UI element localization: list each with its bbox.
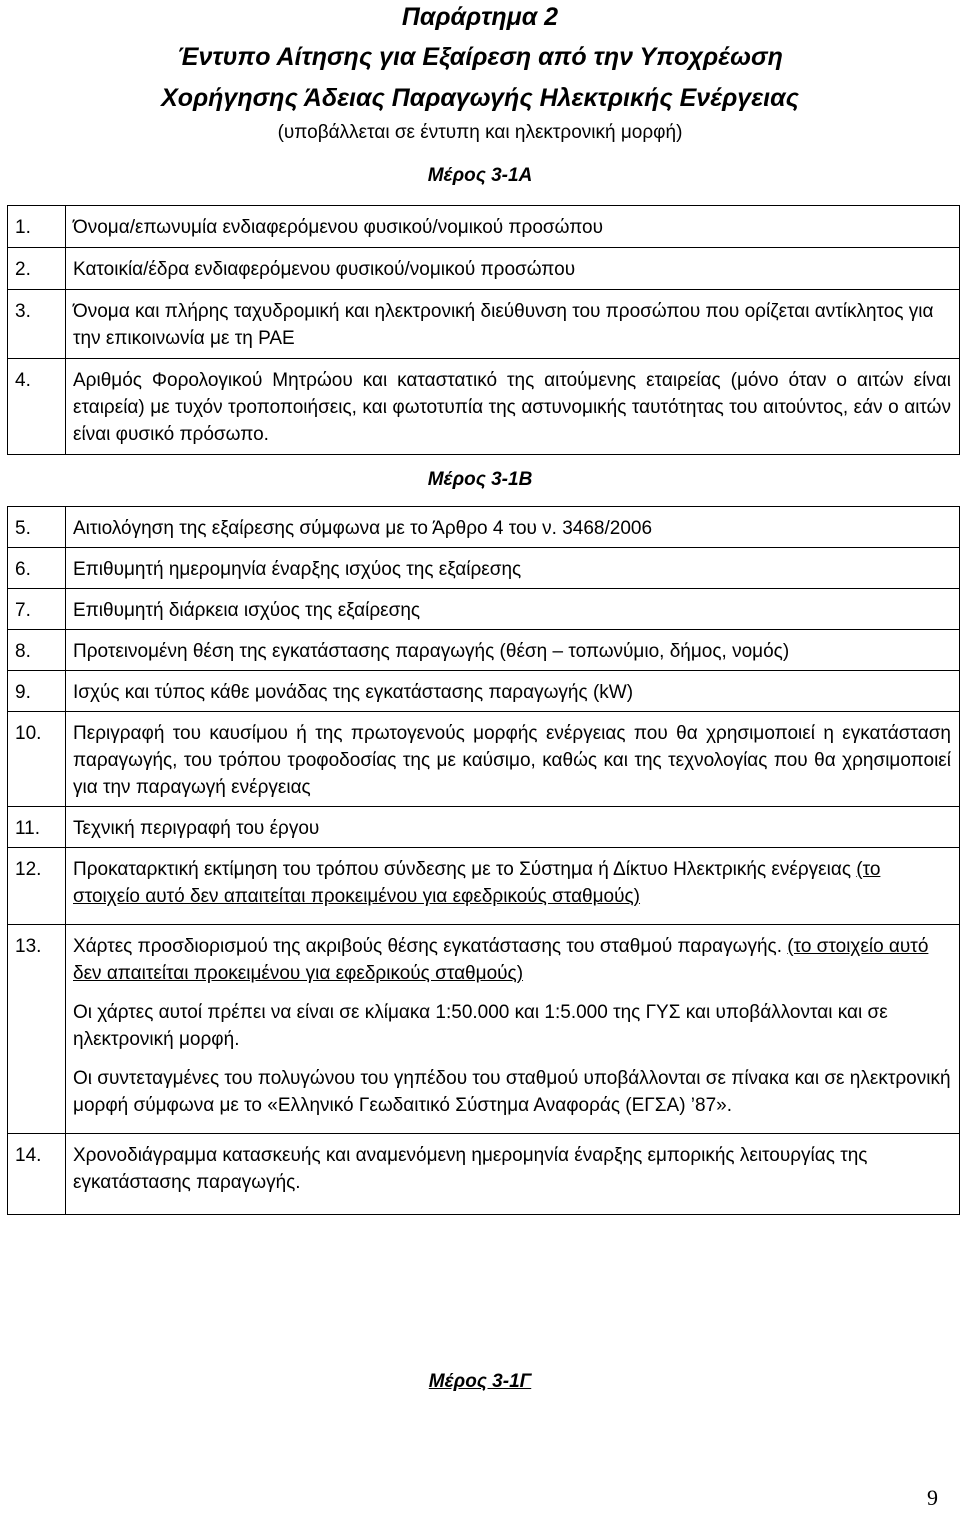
item-number: 1. [8, 206, 66, 248]
item-text: Όνομα και πλήρης ταχυδρομική και ηλεκτρονική διεύθυνση του προσώπου που ορίζεται αντίκλητος για την επικοινωνία με τη ΡΑΕ [66, 290, 960, 359]
table-row [8, 630, 960, 671]
table-row [8, 807, 960, 848]
item-text [66, 925, 960, 1134]
item-text: Ισχύς και τύπος κάθε μονάδας της εγκατάστασης παραγωγής (kW) [66, 671, 960, 712]
table-row [8, 290, 960, 359]
form-title-line-2: Χορήγησης Άδειας Παραγωγής Ηλεκτρικής Ενέργειας [161, 84, 799, 112]
item-text: Τεχνική περιγραφή του έργου [66, 807, 960, 848]
item-number: 8. [8, 630, 66, 671]
item-text: Περιγραφή του καυσίμου ή της πρωτογενούς μορφής ενέργειας που θα χρησιμοποιεί η εγκατάσταση παραγωγής, του τρόπου τροφοδοσίας της με καύσιμο, καθώς και της τεχνολογίας που θα χρησιμοποιεί για την παραγωγή ενέργειας [66, 712, 960, 807]
table-row [8, 712, 960, 807]
part-a-title: Μέρος 3-1Α [427, 165, 533, 186]
item-number: 14. [8, 1134, 66, 1215]
table-row [8, 548, 960, 589]
item-text-main: Προκαταρκτική εκτίμηση του τρόπου σύνδεσης με το Σύστημα ή Δίκτυο Ηλεκτρικής ενέργειας [73, 859, 857, 880]
item-number: 2. [8, 248, 66, 290]
item-text: Προτεινομένη θέση της εγκατάστασης παραγωγής (θέση – τοπωνύμιο, δήμος, νομός) [66, 630, 960, 671]
item-number: 5. [8, 507, 66, 548]
item-number: 10. [8, 712, 66, 807]
item-text: Επιθυμητή διάρκεια ισχύος της εξαίρεσης [66, 589, 960, 630]
item-number: 12. [8, 848, 66, 925]
appendix-title: Παράρτημα 2 [401, 3, 559, 31]
table-row [8, 507, 960, 548]
table-row [8, 206, 960, 248]
item-text: Επιθυμητή ημερομηνία έναρξης ισχύος της εξαίρεσης [66, 548, 960, 589]
item-text: Αριθμός Φορολογικού Μητρώου και καταστατικό της αιτούμενης εταιρείας (μόνο όταν ο αιτών είναι εταιρεία) με τυχόν τροποποιήσεις, και φωτοτυπία της αστυνομικής ταυτότητας του αιτούντος, εάν ο αιτών είναι φυσικό πρόσωπο. [66, 359, 960, 455]
item-text [66, 848, 960, 925]
form-title-line-1: Έντυπο Αίτησης για Εξαίρεση από την Υποχρέωση [177, 43, 783, 71]
table-row [8, 848, 960, 925]
part-b-table [7, 506, 960, 1215]
item-number: 6. [8, 548, 66, 589]
item-number: 13. [8, 925, 66, 1134]
item-text: Κατοικία/έδρα ενδιαφερόμενου φυσικού/νομικού προσώπου [66, 248, 960, 290]
item-text: Αιτιολόγηση της εξαίρεσης σύμφωνα με το Άρθρο 4 του ν. 3468/2006 [66, 507, 960, 548]
item-text-main: Χάρτες προσδιορισμού της ακριβούς θέσης εγκατάστασης του σταθμού παραγωγής. [73, 936, 788, 957]
page-number: 9 [927, 1485, 938, 1510]
table-row [8, 671, 960, 712]
item-number: 9. [8, 671, 66, 712]
item-number: 3. [8, 290, 66, 359]
item-number: 7. [8, 589, 66, 630]
part-c-title: Μέρος 3-1Γ [428, 1371, 532, 1392]
table-row [8, 248, 960, 290]
item-text: Όνομα/επωνυμία ενδιαφερόμενου φυσικού/νομικού προσώπου [66, 206, 960, 248]
item-note: (το στοιχείο αυτό δεν απαιτείται προκειμένου για εφεδρικούς σταθμούς) [73, 859, 881, 907]
table-row [8, 589, 960, 630]
item-text: Χρονοδιάγραμμα κατασκευής και αναμενόμενη ημερομηνία έναρξης εμπορικής λειτουργίας της εγκατάστασης παραγωγής. [66, 1134, 960, 1215]
table-row [8, 1134, 960, 1215]
item-paragraph: Οι συντεταγμένες του πολυγώνου του γηπέδου του σταθμού υποβάλλονται σε πίνακα και σε ηλεκτρονική μορφή σύμφωνα με το «Ελληνικό Γεωδαιτικό Σύστημα Αναφοράς (ΕΓΣΑ) ’87». [73, 1068, 951, 1116]
item-number: 11. [8, 807, 66, 848]
part-b-title: Μέρος 3-1Β [427, 469, 533, 490]
table-row [8, 359, 960, 455]
item-number: 4. [8, 359, 66, 455]
item-paragraph: Οι χάρτες αυτοί πρέπει να είναι σε κλίμακα 1:50.000 και 1:5.000 της ΓΥΣ και υποβάλλονται και σε ηλεκτρονική μορφή. [73, 1002, 888, 1050]
table-row [8, 925, 960, 1134]
form-subtitle: (υποβάλλεται σε έντυπη και ηλεκτρονική μορφή) [277, 122, 683, 143]
part-a-table [7, 205, 960, 455]
item-note: (το στοιχείο αυτό δεν απαιτείται προκειμένου για εφεδρικούς σταθμούς) [73, 936, 929, 984]
